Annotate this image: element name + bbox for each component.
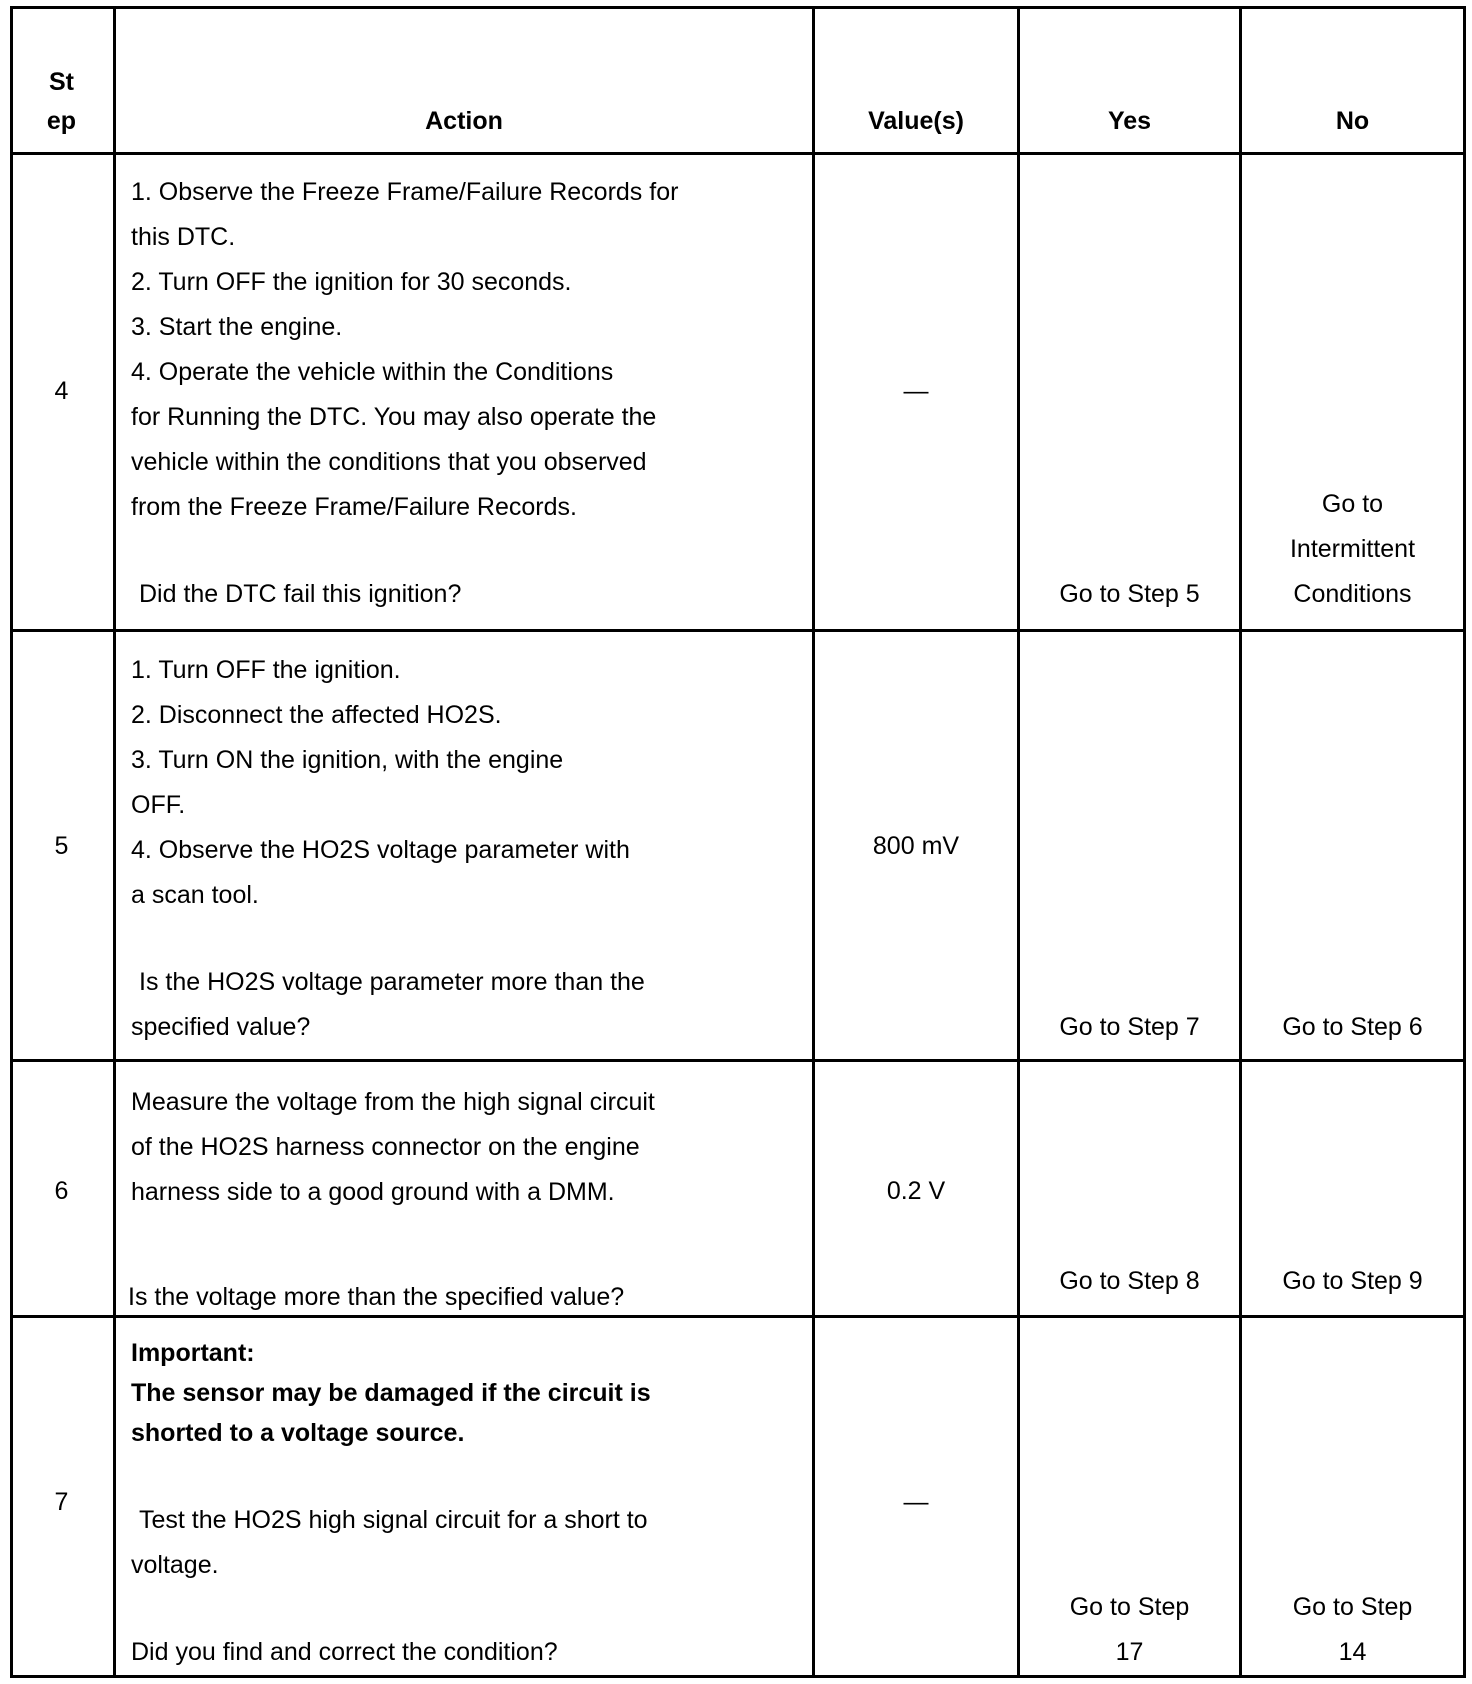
action-line: 1. Turn OFF the ignition. — [131, 656, 401, 684]
no-cell: Go to Step 9 — [1282, 1267, 1423, 1295]
step-number: 6 — [54, 1177, 69, 1205]
yes-cell: Go to Step 5 — [1059, 580, 1200, 608]
important-note: shorted to a voltage source. — [131, 1419, 465, 1447]
action-line: 3. Turn ON the ignition, with the engine — [131, 746, 564, 774]
row-divider — [10, 629, 1466, 632]
important-label: Important: — [131, 1339, 255, 1367]
action-line: from the Freeze Frame/Failure Records. — [131, 493, 577, 521]
yes-cell: Go to Step 8 — [1059, 1267, 1200, 1295]
action-line: Test the HO2S high signal circuit for a short to — [139, 1506, 648, 1534]
action-line: 4. Observe the HO2S voltage parameter with — [131, 836, 630, 864]
yes-cell-line: Go to Step — [1069, 1593, 1190, 1621]
step-number: 4 — [54, 377, 69, 405]
action-question: Is the HO2S voltage parameter more than the — [139, 968, 645, 996]
action-question: Is the voltage more than the specified value? — [128, 1283, 625, 1311]
action-line: harness side to a good ground with a DMM. — [131, 1178, 615, 1206]
yes-cell-line: 17 — [1115, 1638, 1144, 1666]
action-line: 1. Observe the Freeze Frame/Failure Records for — [131, 178, 679, 206]
action-line: 2. Disconnect the affected HO2S. — [131, 701, 502, 729]
header-values: Value(s) — [868, 107, 964, 135]
no-cell-line: Go to — [1321, 490, 1384, 518]
action-question: Did the DTC fail this ignition? — [139, 580, 462, 608]
action-line: vehicle within the conditions that you observed — [131, 448, 647, 476]
no-cell-line: Go to Step — [1292, 1593, 1413, 1621]
action-line: voltage. — [131, 1551, 219, 1579]
action-line: this DTC. — [131, 223, 236, 251]
important-note: The sensor may be damaged if the circuit is — [131, 1379, 651, 1407]
action-question: Did you find and correct the condition? — [131, 1638, 558, 1666]
yes-cell: Go to Step 7 — [1059, 1013, 1200, 1041]
value-cell: 800 mV — [872, 832, 960, 860]
action-line: a scan tool. — [131, 881, 259, 909]
column-divider — [1017, 6, 1020, 1678]
value-cell: — — [903, 1488, 929, 1516]
no-cell-line: Conditions — [1293, 580, 1412, 608]
action-line: 2. Turn OFF the ignition for 30 seconds. — [131, 268, 572, 296]
value-cell: — — [903, 377, 929, 405]
column-divider — [1239, 6, 1242, 1678]
step-number: 5 — [54, 832, 69, 860]
action-line: 3. Start the engine. — [131, 313, 343, 341]
header-step-line2: ep — [46, 107, 77, 135]
header-action: Action — [425, 107, 503, 135]
action-line: Measure the voltage from the high signal circuit — [131, 1088, 655, 1116]
header-yes: Yes — [1107, 107, 1152, 135]
no-cell-line: Intermittent — [1289, 535, 1416, 563]
action-line: of the HO2S harness connector on the engine — [131, 1133, 640, 1161]
action-line: 4. Operate the vehicle within the Conditions — [131, 358, 614, 386]
value-cell: 0.2 V — [886, 1177, 946, 1205]
no-cell-line: 14 — [1338, 1638, 1367, 1666]
action-line: OFF. — [131, 791, 186, 819]
row-divider — [10, 1059, 1466, 1062]
column-divider — [113, 6, 116, 1678]
header-step-line1: St — [49, 68, 74, 96]
no-cell: Go to Step 6 — [1282, 1013, 1423, 1041]
action-line: for Running the DTC. You may also operate the — [131, 403, 657, 431]
header-no: No — [1335, 107, 1370, 135]
row-divider — [10, 152, 1466, 155]
step-number: 7 — [54, 1488, 69, 1516]
action-question: specified value? — [131, 1013, 311, 1041]
